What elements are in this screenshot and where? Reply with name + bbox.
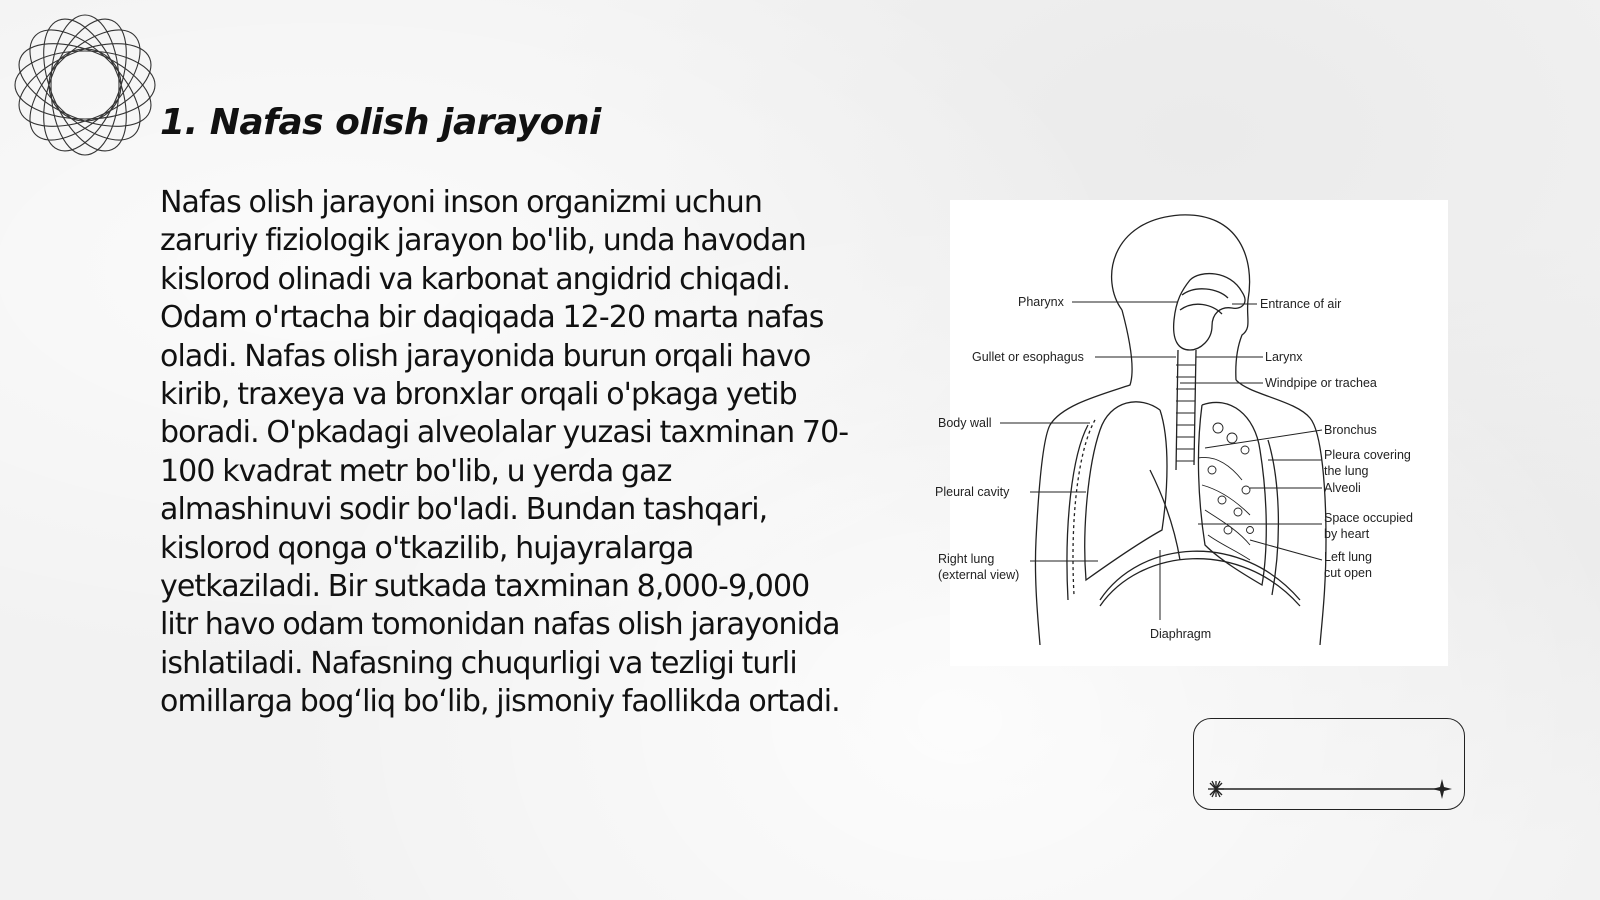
rosette-petal	[51, 15, 119, 155]
label-pleura: Pleura covering	[1324, 448, 1411, 462]
label-larynx: Larynx	[1265, 350, 1303, 364]
rosette-petal	[11, 11, 158, 158]
trachea-rings	[1176, 365, 1196, 461]
rosette-petal	[11, 11, 158, 158]
head-outline	[1112, 215, 1250, 380]
label-pleura-sub: the lung	[1324, 464, 1369, 478]
label-left-lung-sub: cut open	[1324, 566, 1372, 580]
label-entrance-air: Entrance of air	[1260, 297, 1342, 311]
left-lung-outline	[1198, 402, 1266, 585]
decorative-nav-frame	[1193, 718, 1465, 810]
alveoli-texture	[1198, 423, 1254, 560]
label-right-lung-sub: (external view)	[938, 568, 1020, 582]
label-bronchus: Bronchus	[1324, 423, 1377, 437]
label-body-wall: Body wall	[938, 416, 992, 430]
rosette-petal	[15, 51, 155, 119]
nav-line	[1194, 719, 1464, 809]
label-alveoli: Alveoli	[1324, 481, 1361, 495]
respiratory-system-diagram	[935, 200, 1448, 666]
slide-title: 1. Nafas olish jarayoni	[160, 102, 601, 143]
label-right-lung: Right lung	[938, 552, 995, 566]
label-windpipe: Windpipe or trachea	[1265, 376, 1377, 390]
diagram-drawing	[935, 200, 1448, 666]
sparkle-icon	[1432, 779, 1452, 799]
label-left-lung: Left lung	[1324, 550, 1372, 564]
slide-paragraph: Nafas olish jarayoni inson organizmi uchun zaruriy fiziologik jarayon bo'lib, unda havodan kislorod olinadi va karbonat angidrid chiqadi. Odam o'rtacha bir daqiqada 12-20 marta nafas oladi. Nafas olish jarayonida burun orqali havo kirib, traxeya va bronxlar orqali o'pkaga yetib boradi. O'pkadagi alveolalar yuzasi taxminan 70-100 kvadrat metr bo'lib, u yerda gaz almashinuvi sodir bo'ladi. Bundan tashqari, kislorod qonga o'tkazilib, hujayralarga yetkaziladi. Bir sutkada taxminan 8,000-9,000 litr havo odam tomonidan nafas olish jarayonida ishlatiladi. Nafasning chuqurligi va tezligi turli omillarga bog‘liq bo‘lib, jismoniy faollikda ortadi.	[160, 185, 849, 720]
label-pleural-cavity: Pleural cavity	[935, 485, 1010, 499]
rosette-ornament-icon	[10, 10, 160, 160]
label-space-heart: Space occupied	[1324, 511, 1413, 525]
label-diaphragm: Diaphragm	[1150, 627, 1212, 641]
label-space-heart-sub: by heart	[1324, 527, 1370, 541]
trachea	[1176, 350, 1196, 470]
starburst-icon	[1208, 781, 1224, 797]
right-lung-outline	[1085, 402, 1167, 580]
label-gullet: Gullet or esophagus	[972, 350, 1084, 364]
label-pharynx: Pharynx	[1018, 295, 1064, 309]
rosette-center	[49, 49, 121, 121]
nasal-cavity	[1174, 274, 1245, 350]
